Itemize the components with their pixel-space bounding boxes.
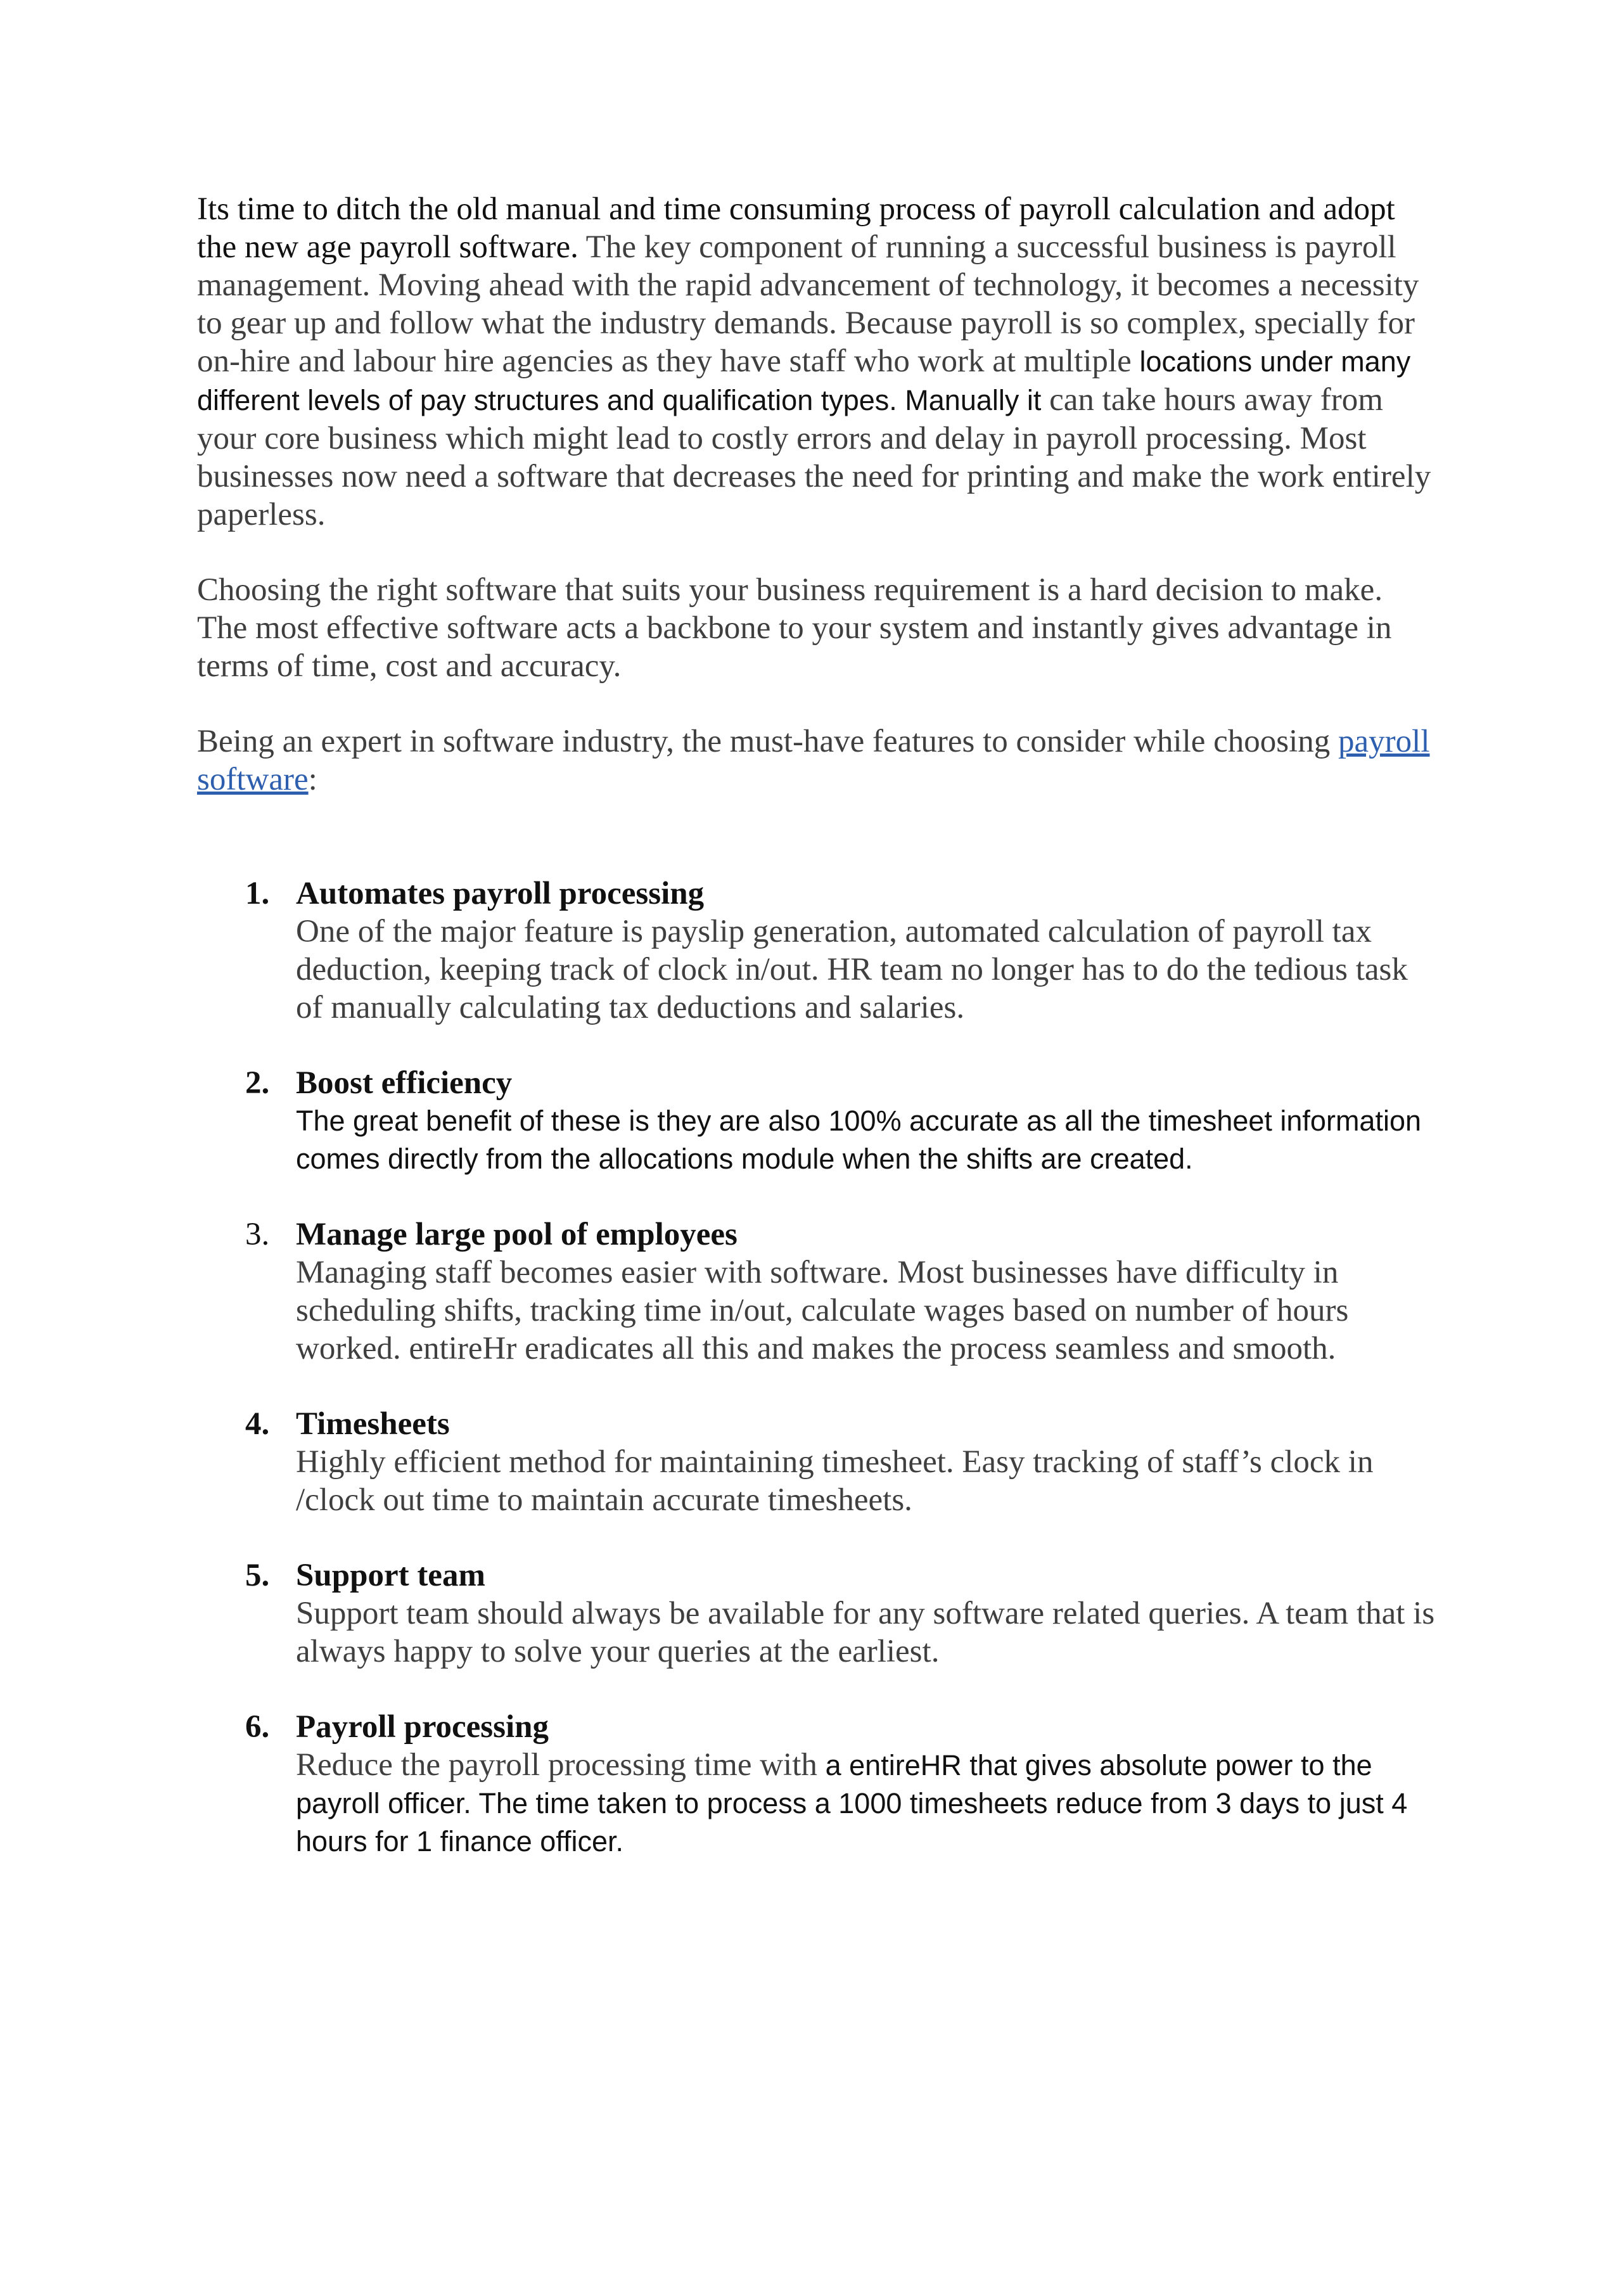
feature-title: Support team [296, 1558, 485, 1593]
feature-title: Automates payroll processing [296, 876, 705, 911]
feature-title: Payroll processing [296, 1709, 549, 1745]
feature-item-payroll-processing [197, 1708, 1439, 1861]
feature-description-part-1: Reduce the payroll processing time with [296, 1747, 826, 1783]
feature-number: 3. [245, 1217, 270, 1252]
intro-p1-sentence-1: Its time to ditch the old manual and time consuming process of payroll calculation and adopt the new age payroll software. [197, 191, 1395, 265]
feature-number: 4. [245, 1406, 270, 1442]
feature-description: Support team should always be available for any software related queries. A team that is always happy to solve your queries at the earliest. [296, 1596, 1435, 1669]
feature-number: 5. [245, 1558, 270, 1593]
feature-title: Timesheets [296, 1406, 450, 1442]
feature-description [296, 1746, 1439, 1861]
intro-paragraph-3 [197, 722, 1439, 798]
feature-item-boost-efficiency [197, 1064, 1439, 1178]
feature-description: Managing staff becomes easier with software. Most businesses have difficulty in scheduling shifts, tracking time in/out, calculate wages based on number of hours worked. entireHr eradicates all this and makes the process seamless and smooth. [296, 1255, 1349, 1366]
intro-paragraph-1 [197, 190, 1439, 534]
payroll-software-link[interactable]: payroll software [197, 724, 1430, 797]
intro-p1-sentence-4: can take hours away from your core business which might lead to costly errors and delay in payroll processing. Most businesses now need a software that decreases the need for printing and make the work entirely paperless. [197, 382, 1431, 532]
feature-number: 1. [245, 876, 270, 911]
feature-description: Highly efficient method for maintaining timesheet. Easy tracking of staff’s clock in /clock out time to maintain accurate timesheets. [296, 1444, 1374, 1518]
intro-p3-text: Being an expert in software industry, the must-have features to consider while choosing [197, 724, 1339, 759]
feature-description: The great benefit of these is they are also 100% accurate as all the timesheet information comes directly from the allocations module when the shifts are created. [296, 1105, 1422, 1175]
intro-paragraph-2: Choosing the right software that suits your business requirement is a hard decision to make. The most effective software acts a backbone to your system and instantly gives advantage in terms of time, cost and accuracy. [197, 572, 1392, 684]
intro-p1-sentence-3: locations under many different levels of pay structures and qualification types. Manually it [197, 345, 1411, 416]
feature-description: One of the major feature is payslip generation, automated calculation of payroll tax deduction, keeping track of clock in/out. HR team no longer has to do the tedious task of manually calculating tax deductions and salaries. [296, 914, 1408, 1025]
features-list [197, 875, 1439, 1861]
feature-item-automates-payroll [197, 875, 1439, 1027]
document-body [197, 190, 1439, 1898]
intro-p3-colon: : [308, 762, 317, 797]
feature-number: 6. [245, 1709, 270, 1745]
intro-p1-sentence-2: The key component of running a successful business is payroll management. Moving ahead with the rapid advancement of technology, it becomes a necessity to gear up and follow what the industry demands. Because payroll is so complex, specially for on-hire and labour hire agencies as they have staff who work at multiple [197, 229, 1419, 379]
feature-description-part-2: a entireHR that gives absolute power to the payroll officer. The time taken to process a 1000 timesheets reduce from 3 days to just 4 hours for 1 finance officer. [296, 1749, 1408, 1857]
feature-number: 2. [245, 1065, 270, 1101]
feature-item-manage-employees [197, 1215, 1439, 1368]
feature-title: Boost efficiency [296, 1065, 513, 1101]
feature-item-timesheets [197, 1405, 1439, 1519]
feature-item-support-team [197, 1556, 1439, 1671]
feature-title: Manage large pool of employees [296, 1217, 738, 1252]
